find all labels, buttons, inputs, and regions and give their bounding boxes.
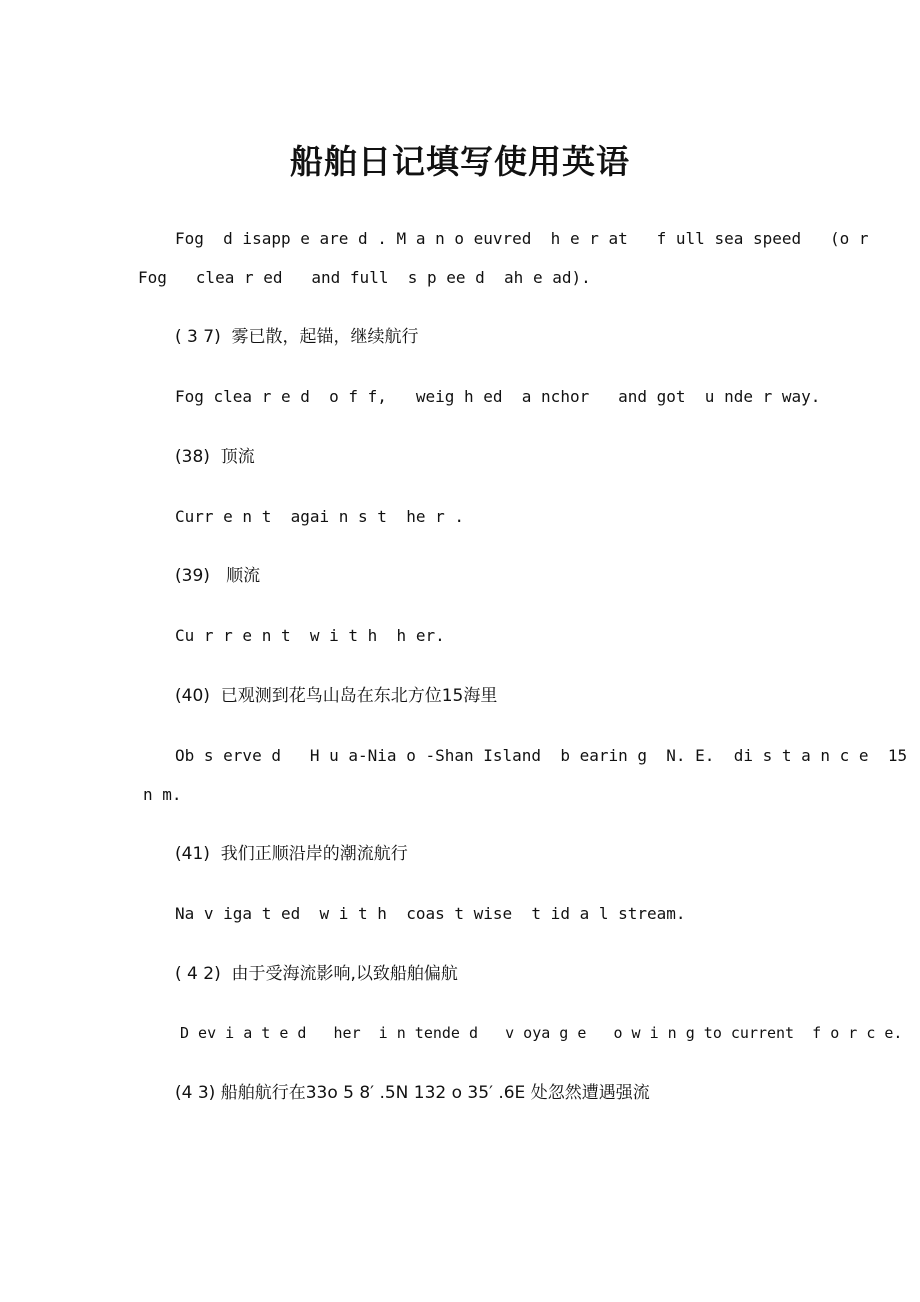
text-line-37: Fog clea r e d o f f, weig h ed a nchor and got u nde r way. <box>175 387 821 406</box>
text-line-1: Fog d isapp e are d . M a n o euvred h e r at f ull sea speed (o r <box>175 229 869 248</box>
page-title: 船舶日记填写使用英语 <box>290 142 630 181</box>
item-heading-40: (40) 已观测到花鸟山岛在东北方位15海里 <box>175 686 498 706</box>
text-line-40b: n m. <box>143 785 182 804</box>
text-line-38: Curr e n t agai n s t he r . <box>175 507 464 526</box>
item-heading-42: ( 4 2) 由于受海流影响,以致船舶偏航 <box>175 964 458 984</box>
item-heading-38: (38) 顶流 <box>175 447 255 467</box>
text-line-42: D ev i a t e d her i n tende d v oya g e o w i n g to current f o r c e. <box>180 1024 903 1042</box>
item-heading-37: ( 3 7) 雾已散，起锚，继续航行 <box>175 327 419 347</box>
item-heading-43: (4 3) 船舶航行在33o 5 8′ .5N 132 o 35′ .6E 处忽然遭遇强流 <box>175 1083 650 1103</box>
text-line-41: Na v iga t ed w i t h coas t wise t id a l stream. <box>175 904 686 923</box>
text-line-40a: Ob s erve d H u a-Nia o -Shan Island b earin g N. E. di s t a n c e 15 <box>175 746 908 765</box>
item-heading-39: (39) 顺流 <box>175 566 261 586</box>
item-heading-41: (41) 我们正顺沿岸的潮流航行 <box>175 844 408 864</box>
text-line-39: Cu r r e n t w i t h h er. <box>175 626 445 645</box>
text-line-2: Fog clea r ed and full s p ee d ah e ad). <box>138 268 591 287</box>
